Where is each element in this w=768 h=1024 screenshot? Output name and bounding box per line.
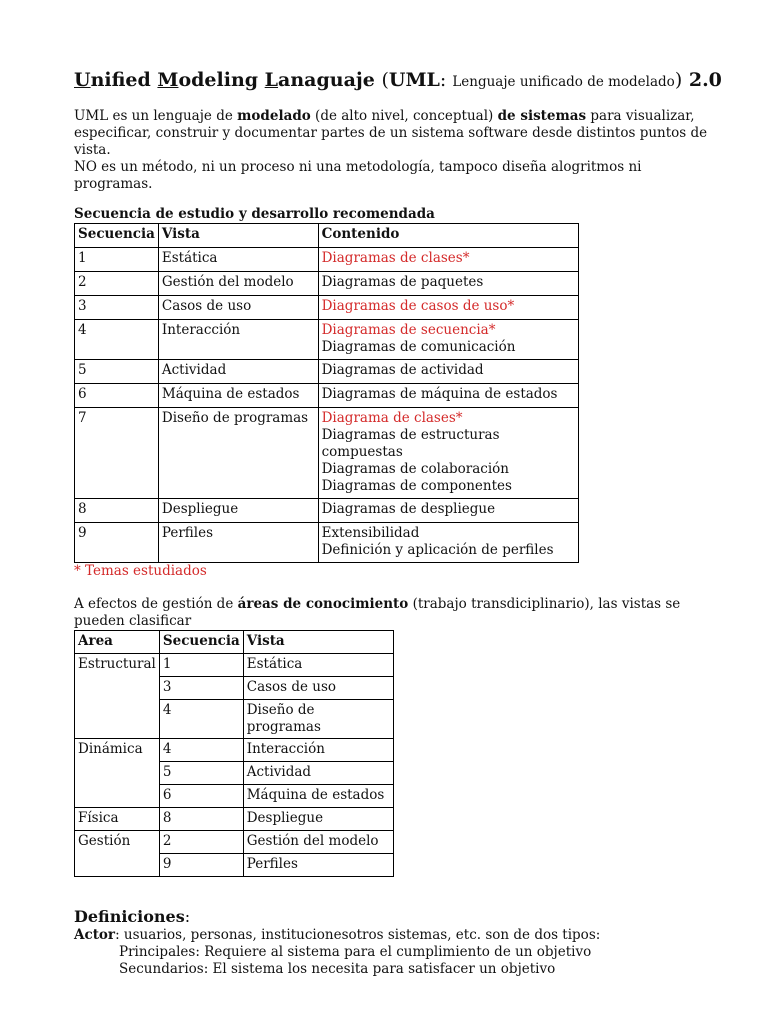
contenido-item: Diagramas de estructuras compuestas (321, 427, 500, 460)
intro-paragraph: UML es un lenguaje de modelado (de alto nivel, conceptual) de sistemas para visualizar, especificar, construir y documentar partes de un sistema software desde distintos puntos de vista. NO es un método, ni un proceso ni una metodología, tampoco diseña alogritmos ni programas. (74, 108, 708, 192)
cell-secuencia: 2 (159, 831, 243, 854)
table-row (75, 248, 579, 272)
cell-area (75, 677, 160, 700)
cell-vista: Despliegue (243, 808, 393, 831)
cell-secuencia: 3 (159, 677, 243, 700)
table-row (75, 272, 579, 296)
cell-vista: Interacción (158, 320, 318, 360)
contenido-item: Diagrama de clases* (321, 410, 463, 426)
cell-contenido (318, 384, 578, 408)
cell-vista: Máquina de estados (158, 384, 318, 408)
header-vista: Vista (243, 631, 393, 654)
cell-secuencia: 6 (159, 785, 243, 808)
table-row (75, 296, 579, 320)
cell-secuencia: 4 (159, 739, 243, 762)
cell-area (75, 762, 160, 785)
cell-vista: Despliegue (158, 499, 318, 523)
cell-vista: Máquina de estados (243, 785, 393, 808)
table-row (75, 360, 579, 384)
table-row (75, 854, 394, 877)
cell-secuencia: 8 (75, 499, 159, 523)
cell-area: Estructural (75, 654, 160, 677)
cell-secuencia: 4 (75, 320, 159, 360)
table-header-row (75, 224, 579, 248)
table-row (75, 677, 394, 700)
table-row (75, 831, 394, 854)
cell-vista: Estática (158, 248, 318, 272)
areas-intro-paragraph: A efectos de gestión de áreas de conocimiento (trabajo transdiciplinario), las vistas se pueden clasificar (74, 596, 681, 629)
contenido-item: Extensibilidad (321, 525, 420, 541)
table-row (75, 785, 394, 808)
contenido-item: Diagramas de secuencia* (321, 322, 496, 338)
cell-contenido (318, 499, 578, 523)
cell-vista: Estática (243, 654, 393, 677)
document-page (74, 66, 722, 978)
cell-vista: Diseño de programas (243, 700, 393, 739)
cell-secuencia: 3 (75, 296, 159, 320)
study-sequence-table (74, 223, 579, 563)
cell-vista: Gestión del modelo (158, 272, 318, 296)
contenido-item: Diagramas de casos de uso* (321, 298, 515, 314)
contenido-item: Diagramas de colaboración (321, 461, 509, 477)
cell-contenido (318, 408, 578, 499)
cell-secuencia: 5 (75, 360, 159, 384)
table-row (75, 320, 579, 360)
cell-contenido (318, 272, 578, 296)
table-row (75, 408, 579, 499)
contenido-item: Diagramas de comunicación (321, 339, 516, 355)
actor-definition: Actor: usuarios, personas, institucionesotros sistemas, etc. son de dos tipos: (74, 927, 601, 943)
cell-vista: Gestión del modelo (243, 831, 393, 854)
table1-caption: Secuencia de estudio y desarrollo recomendada (74, 206, 435, 222)
contenido-item: Diagramas de clases* (321, 250, 470, 266)
studied-topics-note: * Temas estudiados (74, 563, 207, 579)
header-contenido: Contenido (318, 224, 578, 248)
contenido-item: Diagramas de paquetes (321, 274, 484, 290)
cell-vista: Casos de uso (158, 296, 318, 320)
cell-vista: Perfiles (243, 854, 393, 877)
cell-vista: Diseño de programas (158, 408, 318, 499)
cell-secuencia: 2 (75, 272, 159, 296)
knowledge-areas-table (74, 630, 394, 877)
cell-contenido (318, 248, 578, 272)
page-title: Unified Modeling Lanaguaje (UML: Lenguaje unificado de modelado) 2.0 (74, 69, 722, 91)
cell-area: Física (75, 808, 160, 831)
cell-area (75, 700, 160, 739)
cell-secuencia: 1 (75, 248, 159, 272)
cell-secuencia: 8 (159, 808, 243, 831)
contenido-item: Diagramas de máquina de estados (321, 386, 558, 402)
contenido-item: Diagramas de actividad (321, 362, 484, 378)
cell-secuencia: 9 (75, 523, 159, 563)
cell-contenido (318, 523, 578, 563)
cell-area (75, 854, 160, 877)
cell-secuencia: 7 (75, 408, 159, 499)
table-row (75, 499, 579, 523)
cell-secuencia: 1 (159, 654, 243, 677)
table-header-row (75, 631, 394, 654)
cell-secuencia: 4 (159, 700, 243, 739)
header-vista: Vista (158, 224, 318, 248)
actor-principales: Principales: Requiere al sistema para el cumplimiento de un objetivo (119, 944, 592, 960)
table-row (75, 654, 394, 677)
intro-note: NO es un método, ni un proceso ni una metodología, tampoco diseña alogritmos ni programas. (74, 159, 642, 192)
actor-secundarios: Secundarios: El sistema los necesita para satisfacer un objetivo (119, 961, 556, 977)
table-row (75, 739, 394, 762)
header-area: Area (75, 631, 160, 654)
header-secuencia: Secuencia (75, 224, 159, 248)
table-row (75, 762, 394, 785)
contenido-item: Diagramas de componentes (321, 478, 512, 494)
cell-contenido (318, 296, 578, 320)
cell-vista: Interacción (243, 739, 393, 762)
cell-area (75, 785, 160, 808)
cell-secuencia: 5 (159, 762, 243, 785)
cell-secuencia: 9 (159, 854, 243, 877)
contenido-item: Diagramas de despliegue (321, 501, 496, 517)
cell-secuencia: 6 (75, 384, 159, 408)
table-row (75, 384, 579, 408)
cell-contenido (318, 360, 578, 384)
table-row (75, 808, 394, 831)
cell-vista: Casos de uso (243, 677, 393, 700)
table-row (75, 523, 579, 563)
contenido-item: Definición y aplicación de perfiles (321, 542, 554, 558)
cell-area: Gestión (75, 831, 160, 854)
cell-area: Dinámica (75, 739, 160, 762)
cell-vista: Actividad (158, 360, 318, 384)
header-secuencia: Secuencia (159, 631, 243, 654)
table-row (75, 700, 394, 739)
title-subtitle: Lenguaje unificado de modelado (452, 74, 675, 90)
cell-contenido (318, 320, 578, 360)
cell-vista: Perfiles (158, 523, 318, 563)
definitions-heading: Definiciones: (74, 907, 191, 926)
cell-vista: Actividad (243, 762, 393, 785)
